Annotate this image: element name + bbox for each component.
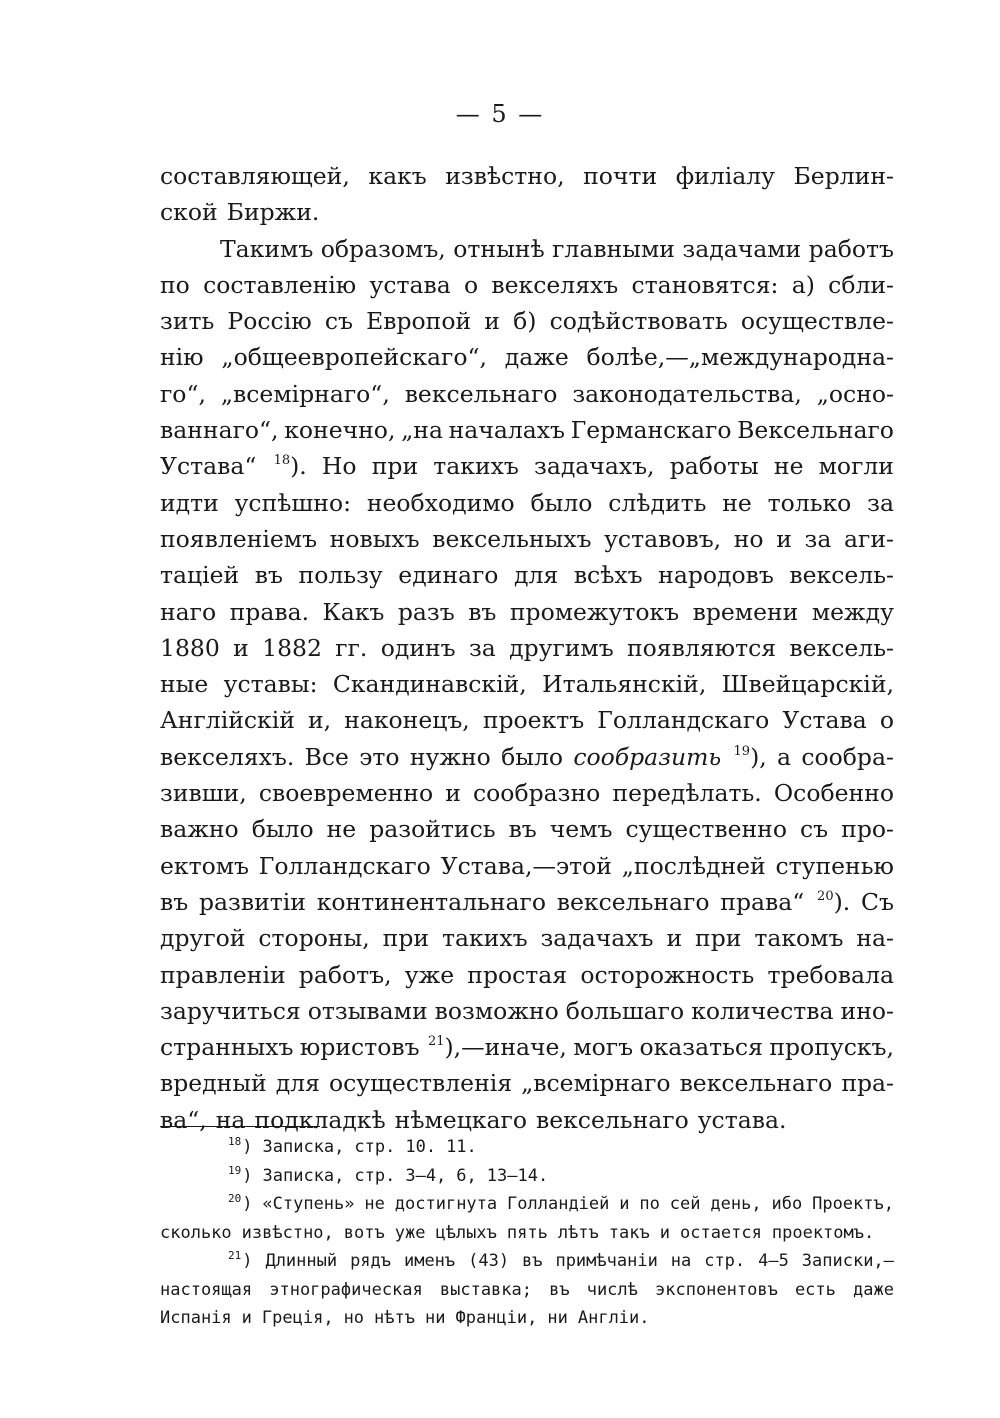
- text-line: появленіемъ новыхъ вексельныхъ уставовъ, но и за аги-: [160, 524, 894, 553]
- footnote-line: $^{20}$) «Ступень» не достигнута Голландіей и по сей день, ибо Проектъ,: [228, 1192, 894, 1214]
- text-line: ные уставы: Скандинавскій, Итальянскій, Швейцарскій,: [160, 670, 894, 699]
- text-line: го“, „всемірнаго“, вексельнаго законодательства, „осно-: [160, 379, 894, 408]
- footnote-line: настоящая этнографическая выставка; въ числѣ экспонентовъ есть даже: [160, 1279, 894, 1300]
- page-number: — 5 —: [455, 100, 545, 128]
- footnote-line: $^{21}$) Длинный рядъ именъ (43) въ примѣчаніи на стр. 4—5 Записки,—: [228, 1249, 894, 1271]
- text-line: ваннаго“, конечно, „на началахъ Германскаго Вексельнаго: [160, 416, 894, 445]
- text-line: ской Биржи.: [160, 198, 320, 227]
- text-line: странныхъ юристовъ 21),—иначе, могъ оказаться пропускъ,: [160, 1033, 894, 1062]
- text-line: 1880 и 1882 гг. одинъ за другимъ появляются вексель-: [160, 633, 894, 662]
- text-line: идти успѣшно: необходимо было слѣдить не только за: [160, 488, 894, 517]
- text-line: въ развитіи континентальнаго вексельнаго права“ 20). Съ: [160, 887, 894, 916]
- text-line: по составленію устава о векселяхъ становятся: а) сбли-: [160, 270, 894, 299]
- text-line: важно было не разойтись въ чемъ существенно съ про-: [160, 815, 894, 844]
- text-line: таціей въ пользу единаго для всѣхъ народовъ вексель-: [160, 561, 894, 590]
- footnote-line: сколько извѣстно, вотъ уже цѣлыхъ пять лѣтъ такъ и остается проектомъ.: [160, 1222, 875, 1243]
- text-line: составляющей, какъ извѣстно, почти филіалу Берлин-: [160, 162, 894, 190]
- text-line: заручиться отзывами возможно большаго количества ино-: [160, 996, 894, 1025]
- footnotes: [160, 1133, 894, 1333]
- footnote-line: $^{18}$) Записка, стр. 10. 11.: [228, 1135, 477, 1157]
- text-line: зивши, своевременно и сообразно передѣлать. Особенно: [160, 779, 894, 808]
- footnote-line: $^{19}$) Записка, стр. 3—4, 6, 13—14.: [228, 1163, 549, 1186]
- footnote-line: Испанія и Греція, но нѣтъ ни Франціи, ни Англіи.: [160, 1308, 650, 1328]
- text-line: нію „общеевропейскаго“, даже болѣе,—„международна-: [160, 343, 894, 372]
- text-line: зить Россію съ Европой и б) содѣйствовать осуществле-: [160, 307, 894, 336]
- text-line: вредный для осуществленія „всемірнаго вексельнаго пра-: [160, 1069, 894, 1098]
- text-line: Англійскій и, наконецъ, проектъ Голландскаго Устава о: [160, 706, 894, 735]
- text-line: правленіи работъ, уже простая осторожность требовала: [160, 960, 894, 989]
- text-line: наго права. Какъ разъ въ промежутокъ времени между: [160, 597, 894, 626]
- text-line: Устава“ 18). Но при такихъ задачахъ, работы не могли: [160, 452, 894, 481]
- text-line: Такимъ образомъ, отнынѣ главными задачами работъ: [220, 234, 894, 263]
- body-text: [160, 158, 894, 1138]
- text-line: другой стороны, при такихъ задачахъ и при такомъ на-: [160, 924, 894, 953]
- text-line: векселяхъ. Все это нужно было сообразить 19), а сообра-: [160, 742, 894, 771]
- footnote-divider: [160, 1126, 320, 1127]
- text-line: ва“, на подкладкѣ нѣмецкаго вексельнаго устава.: [160, 1105, 787, 1134]
- text-line: ектомъ Голландскаго Устава,—этой „послѣдней ступенью: [160, 851, 894, 880]
